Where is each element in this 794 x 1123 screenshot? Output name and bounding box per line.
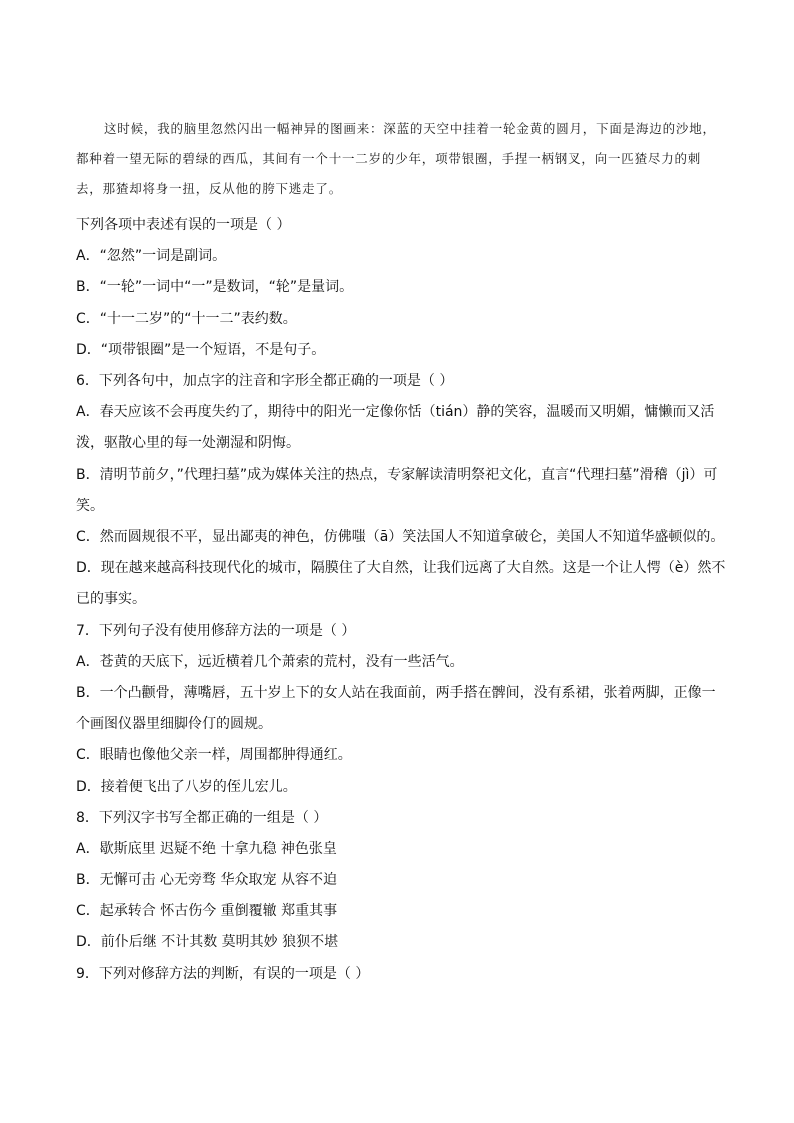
question-7 (76, 616, 726, 803)
option-a: A．苍黄的天底下，远近横着几个萧索的荒村，没有一些活气。 (76, 653, 464, 670)
option-c: C．起承转合 怀古伤今 重倒覆辙 郑重其事 (76, 903, 338, 920)
question-5 (76, 210, 726, 366)
question-stem: 6．下列各句中，加点字的注音和字形全都正确的一项是（ ） (76, 372, 454, 389)
option-d: D．接着便飞出了八岁的侄儿宏儿。 (76, 778, 297, 795)
option-a: A．春天应该不会再度失约了，期待中的阳光一定像你恬（tián）静的笑容，温暖而又明媚，慵懒而又活泼，驱散心里的每一处潮湿和阴悔。 (76, 404, 715, 452)
question-stem: 8．下列汉字书写全都正确的一组是（ ） (76, 809, 328, 826)
question-9 (76, 959, 726, 990)
option-a: A．“忽然”一词是副词。 (76, 248, 227, 265)
question-stem: 下列各项中表述有误的一项是（ ） (76, 217, 291, 233)
question-8 (76, 803, 726, 959)
option-d: D．前仆后继 不计其数 莫明其妙 狼狈不堪 (76, 934, 339, 951)
question-stem: 9．下列对修辞方法的判断，有误的一项是（ ） (76, 965, 370, 982)
question-list (76, 210, 726, 990)
option-b: B．无懈可击 心无旁骛 华众取宠 从容不迫 (76, 872, 337, 889)
option-d: D．现在越来越高科技现代化的城市，隔膜住了大自然，让我们远离了大自然。这是一个让人愕（è）然不已的事实。 (76, 560, 726, 608)
option-c: C．然而圆规很不平，显出鄙夷的神色，仿佛嗤（ā）笑法国人不知道拿破仑，美国人不知道华盛顿似的。 (76, 528, 725, 545)
option-b: B．清明节前夕，”代理扫墓”成为媒体关注的热点，专家解读清明祭祀文化，直言“代理扫墓”滑稽（jì）可笑。 (76, 466, 718, 514)
option-a: A．歇斯底里 迟疑不绝 十拿九稳 神色张皇 (76, 840, 337, 857)
reading-passage: 这时候，我的脑里忽然闪出一幅神异的图画来：深蓝的天空中挂着一轮金黄的圆月，下面是海边的沙地，都种着一望无际的碧绿的西瓜，其间有一个十一二岁的少年，项带银圈，手捏一柄钢叉，向一匹猹尽力的刺去，那猹却将身一扭，反从他的胯下逃走了。 (76, 121, 716, 196)
option-c: C．眼睛也像他父亲一样，周围都肿得通红。 (76, 747, 352, 764)
question-6 (76, 366, 726, 616)
question-stem: 7．下列句子没有使用修辞方法的一项是（ ） (76, 622, 356, 639)
option-b: B．一个凸颧骨，薄嘴唇，五十岁上下的女人站在我面前，两手搭在髀间，没有系裙，张着两脚，正像一个画图仪器里细脚伶仃的圆规。 (76, 684, 716, 733)
option-b: B．“一轮”一词中“一”是数词，“轮”是量词。 (76, 279, 354, 296)
option-c: C．“十一二岁”的“十一二”表约数。 (76, 310, 297, 327)
option-d: D．“项带银圈”是一个短语，不是句子。 (76, 341, 326, 358)
